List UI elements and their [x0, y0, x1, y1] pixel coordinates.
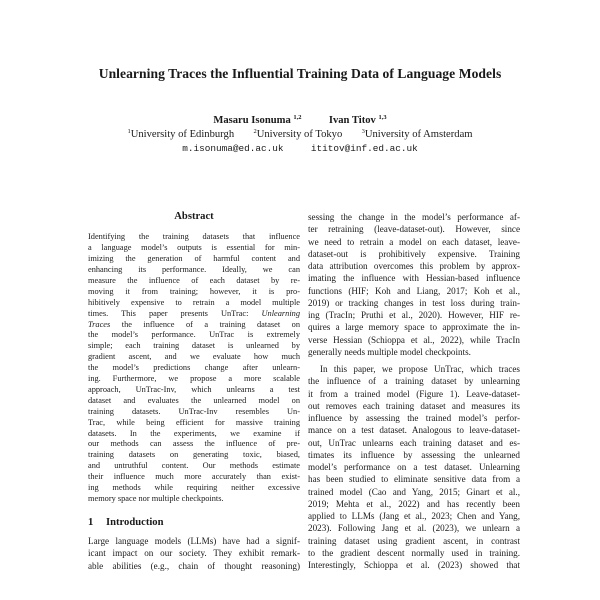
abstract-line: training datasets on generating toxic, biased,	[88, 450, 300, 460]
body-line: Interestingly, Schioppa et al. (2023) showed that	[308, 560, 520, 570]
body-line: influence by assessing the trained model’s perfor-	[308, 413, 520, 423]
body-paragraph	[308, 363, 520, 571]
body-line: quires a large memory space to approximate the in-	[308, 322, 520, 333]
abstract-line: and untruthful content. Our methods estimate	[88, 461, 300, 471]
author-line	[0, 114, 600, 126]
abstract-line: Identifying the training datasets that influence	[88, 232, 300, 242]
body-line: data attribution overcomes this problem by approx-	[308, 261, 520, 271]
abstract-line: ing. Furthermore, we propose a more scalable	[88, 374, 300, 384]
abstract-line: the model’s predictions change after unlearn-	[88, 363, 300, 373]
body-line: it from a trained model (Figure 1). Leave-dataset-	[308, 388, 520, 399]
author-name: Masaru Isonuma	[213, 115, 291, 126]
body-paragraph	[308, 211, 520, 358]
body-line: verse Hessian (Schioppa et al., 2022), while TracIn	[308, 334, 520, 345]
affiliation-name: University of Amsterdam	[364, 129, 473, 140]
abstract-line: memory space nor multiple checkpoints.	[88, 494, 224, 503]
abstract-line: enhancing its performance. Ideally, we can	[88, 264, 300, 274]
body-line: applied to LLMs (Jang et al., 2023; Chen and Yang,	[308, 511, 520, 521]
author-name: Ivan Titov	[328, 115, 376, 126]
body-line: functions (HIF; Koh and Liang, 2017; Koh et al.,	[308, 285, 520, 296]
abstract-heading: Abstract	[174, 211, 214, 222]
email-line	[0, 143, 600, 154]
body-line: 2023). Following Jang et al. (2023), we unlearn a	[308, 523, 520, 534]
abstract-line: the model’s performance. UnTrac is extremely	[88, 330, 300, 340]
abstract-line: a language model’s outputs is essential for min-	[88, 243, 300, 253]
abstract-line: training datasets. UnTrac-Inv resembles Un-	[88, 406, 300, 416]
body-line: training dataset using gradient ascent, in contrast	[308, 535, 520, 546]
right-column	[308, 211, 520, 571]
body-line: icant impact on our society. They exhibit remark-	[88, 548, 300, 559]
body-line: 2019; Mehta et al., 2022) and has recently been	[308, 498, 520, 509]
body-line: model’s performance on a test dataset. Unlearning	[308, 462, 520, 472]
body-line: dataset-out is prohibitively expensive. Training	[308, 248, 520, 259]
author-email[interactable]: m.isonuma@ed.ac.uk	[182, 143, 284, 154]
affiliation-line	[0, 128, 600, 140]
section-number: 1	[88, 516, 94, 528]
affiliation-name: University of Edinburgh	[130, 129, 235, 140]
abstract-line: hibitively expensive to retrain a model multiple	[88, 297, 300, 307]
abstract-line: gradient ascent, and we evaluate how much	[88, 352, 300, 362]
abstract-line: simple; each training dataset is unlearned by	[88, 341, 300, 351]
body-line: the influence of a training dataset by unlearning	[308, 376, 520, 387]
left-column	[88, 211, 300, 572]
author-affil-marker: 1,2	[293, 114, 302, 121]
body-line: ter retraining (leave-dataset-out). However, since	[308, 224, 520, 235]
body-line: trained model (Cao and Yang, 2015; Ginart et al.,	[308, 486, 520, 497]
body-line: generally needs multiple model checkpoints.	[308, 346, 471, 357]
body-line: has been studied to eliminate sensitive data from a	[308, 474, 520, 485]
body-line: to the gradient descent normally used in training.	[308, 547, 520, 558]
abstract-line: imizing the generation of harmful content and	[88, 254, 300, 264]
abstract-line: measure the influence of each dataset by re-	[88, 275, 300, 285]
abstract-line: ing methods while requiring neither excessive	[88, 483, 300, 493]
abstract-line: moving it from training; however, it is pro-	[88, 286, 300, 296]
abstract-line: their influence much more accurately than exist-	[88, 472, 300, 482]
body-line: sessing the change in the model’s performance af-	[308, 212, 520, 222]
abstract-line: approach, UnTrac-Inv, which unlearns a test	[88, 384, 300, 394]
affiliation-marker: 3	[361, 128, 365, 135]
body-line: mance on a test dataset. Analogous to leave-dataset-	[308, 425, 520, 436]
body-line: 2019) or tracking changes in test loss during train-	[308, 297, 520, 308]
body-line: In this paper, we propose UnTrac, which traces	[320, 364, 520, 374]
body-line: able abilities (e.g., chain of thought reasoning)	[88, 560, 300, 571]
abstract-body	[88, 232, 300, 505]
body-line: ing (TracIn; Pruthi et al., 2020). However, HIF re-	[308, 310, 520, 320]
abstract-line: our methods can assess the influence of pre-	[88, 439, 300, 449]
abstract-line: times. This paper presents UnTrac: Unlearning	[88, 308, 300, 318]
affiliation-marker: 2	[253, 128, 257, 135]
body-line: timates its influence by assessing the unlearned	[308, 449, 520, 460]
body-line: out, UnTrac unlearns each training dataset and es-	[308, 437, 520, 448]
section-heading	[88, 517, 300, 529]
abstract-line: Traces the influence of a training dataset on	[88, 319, 300, 329]
affiliation-name: University of Tokyo	[256, 129, 343, 140]
paper-title: Unlearning Traces the Influential Training Data of Language Models	[98, 66, 502, 81]
abstract-line: Trac, while being efficient for massive training	[88, 417, 300, 427]
abstract-line: datasets. In the experiments, we examine if	[88, 428, 300, 438]
body-line: we need to retrain a model on each dataset, leave-	[308, 236, 520, 247]
introduction-body	[88, 535, 300, 572]
author-affil-marker: 1,3	[378, 114, 387, 121]
author-email[interactable]: ititov@inf.ed.ac.uk	[310, 143, 418, 154]
section-title: Introduction	[106, 516, 164, 528]
body-line: Large language models (LLMs) have had a signif-	[88, 536, 300, 547]
body-line: imating the influence with Hessian-based influence	[308, 273, 520, 284]
affiliation-marker: 1	[127, 128, 131, 135]
body-line: out removes each training dataset and measures its	[308, 400, 520, 411]
abstract-line: dataset and evaluates the unlearned model on	[88, 395, 300, 405]
